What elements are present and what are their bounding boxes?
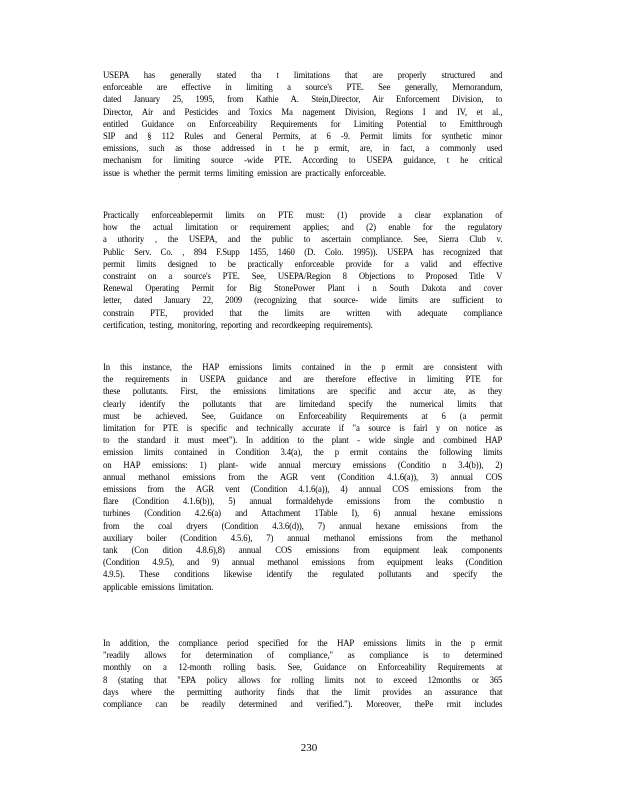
- text-line: emissions, such as those addressed in t he p ermit, are, in fact, a commonly used: [103, 144, 503, 155]
- text-line: must be achieved. See, Guidance on Enforceability Requirements at 6 (a permit: [103, 411, 503, 422]
- text-line: Public Serv. Co. , 894 F.Supp 1455, 1460 (D. Colo. 1995)). USEPA has recognized that: [103, 247, 503, 258]
- text-line: dated January 25, 1995, from Kathie A. Stein,Director, Air Enforcement Division, to: [103, 95, 503, 106]
- text-line: USEPA has generally stated tha t limitations that are properly structured and: [103, 71, 503, 81]
- text-line: mechanism for limiting source -wide PTE. According to USEPA guidance, t he critical: [103, 156, 503, 167]
- text-line: constraint on a source's PTE. See, USEPA/Region 8 Objections to Proposed Title V: [103, 272, 503, 283]
- text-line: Renewal Operating Permit for Big StonePower Plant i n South Dakota and cover: [103, 284, 503, 295]
- text-line: 8 (stating that "EPA policy allows for rolling limits not to exceed 12months or 365: [103, 675, 503, 686]
- text-line: certification, testing, monitoring, reporting and recordkeeping requirements).: [103, 320, 373, 331]
- text-line: days where the permitting authority finds that the limit provides an assurance that: [103, 687, 503, 698]
- text-line: (Condition 4.9.5), and 9) annual methanol emissions from equipment leaks (Condition: [103, 558, 503, 569]
- text-line: applicable emissions limitation.: [103, 582, 214, 593]
- text-line: from the coal dryers (Condition 4.3.6(d)), 7) annual hexane emissions from the: [103, 521, 503, 532]
- text-line: enforceable are effective in limiting a source's PTE. See generally, Memorandum,: [103, 83, 503, 94]
- text-line: limitation for PTE is specific and technically accurate if "a source is fairl y on notice as: [103, 424, 503, 435]
- text-line: clearly identify the pollutants that are limitedand specify the numerical limits that: [103, 399, 503, 410]
- text-line: a uthority , the USEPA, and the public to ascertain compliance. See, Sierra Club v.: [103, 235, 503, 246]
- text-line: constrain PTE, provided that the limits are written with adequate compliance: [103, 308, 503, 319]
- text-line: permit limits designed to be practically enforceable provide for a valid and effective: [103, 259, 503, 270]
- text-line: monthly on a 12-month rolling basis. See, Guidance on Enforceability Requirements at: [103, 663, 503, 674]
- text-line: emission limits contained in Condition 3.4(a), the p ermit contains the following limits: [103, 448, 503, 459]
- text-line: Director, Air and Pesticides and Toxics Ma nagement Division, Regions I and IV, et al.,: [103, 107, 503, 118]
- text-line: emissions from the AGR vent (Condition 4.1.6(a)), 4) annual COS emissions from the: [103, 485, 503, 496]
- text-line: compliance can be readily determined and verified."). Moreover, thePe rmit includes: [103, 700, 503, 711]
- text-line: SIP and § 112 Rules and General Permits, at 6 -9. Permit limits for synthetic minor: [103, 132, 503, 143]
- text-line: issue is whether the permit terms limiting emission are practically enforceable.: [103, 168, 386, 179]
- text-line: letter, dated January 22, 2009 (recognizing that source- wide limits are sufficient to: [103, 296, 503, 307]
- text-line: 4.9.5). These conditions likewise identify the regulated pollutants and specify the: [103, 570, 503, 581]
- text-line: these pollutants. First, the emissions limitations are specific and accur ate, as they: [103, 387, 503, 398]
- text-line: on HAP emissions: 1) plant- wide annual mercury emissions (Conditio n 3.4(b)), 2): [103, 460, 503, 471]
- text-line: annual methanol emissions from the AGR vent (Condition 4.1.6(a)), 3) annual COS: [103, 472, 503, 483]
- text-line: auxiliary boiler (Condition 4.5.6), 7) annual methanol emissions from the methanol: [103, 533, 503, 544]
- text-line: tank (Con dition 4.8.6),8) annual COS emissions from equipment leak components: [103, 546, 503, 557]
- text-line: to the standard it must meet"). In addition to the plant - wide single and combined HAP: [103, 436, 503, 447]
- paragraph-practical-enforceability: [103, 210, 502, 332]
- text-line: In addition, the compliance period specified for the HAP emissions limits in the p ermit: [103, 639, 503, 649]
- text-line: Practically enforceablepermit limits on PTE must: (1) provide a clear explanation of: [103, 211, 503, 221]
- paragraph-hap-emissions-limits: [103, 362, 502, 594]
- page-number: 230: [300, 742, 318, 754]
- text-line: "readily allows for determination of compliance," as compliance is to determined: [103, 651, 503, 662]
- text-line: how the actual limitation or requirement applies; and (2) enable for the regulatory: [103, 223, 503, 234]
- text-line: flare (Condition 4.1.6(b)), 5) annual formaldehyde emissions from the combustio n: [103, 497, 503, 508]
- text-line: In this instance, the HAP emissions limits contained in the p ermit are consistent with: [103, 363, 503, 373]
- paragraph-compliance-period: [103, 638, 502, 711]
- text-line: turbines (Condition 4.2.6(a) and Attachment 1Table I), 6) annual hexane emissions: [103, 509, 503, 520]
- text-line: entitled Guidance on Enforceability Requirements for Limiting Potential to Emitthrough: [103, 119, 503, 130]
- paragraph-usepa-guidance: [103, 70, 502, 180]
- text-line: the requirements in USEPA guidance and are therefore effective in limiting PTE for: [103, 375, 503, 386]
